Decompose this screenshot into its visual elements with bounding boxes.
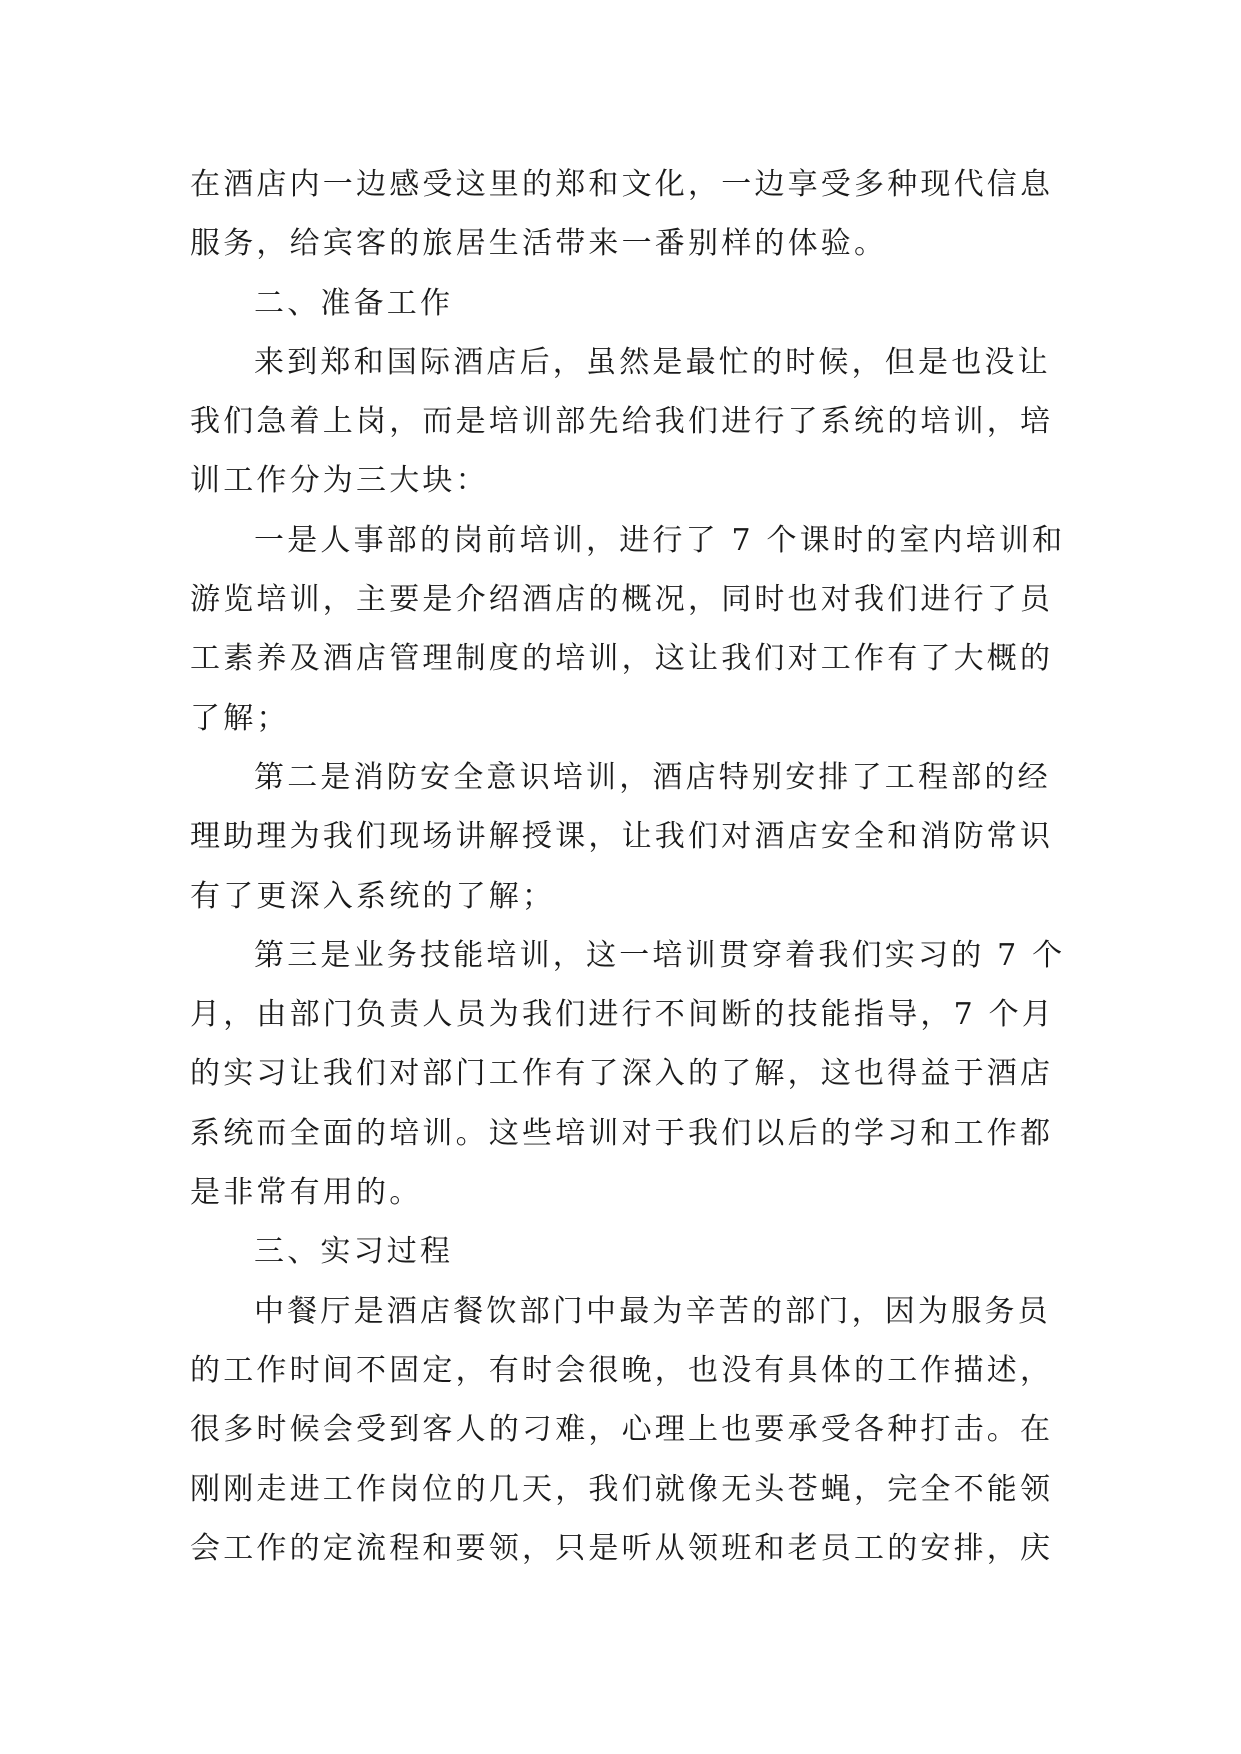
text-line: 服务，给宾客的旅居生活带来一番别样的体验。 bbox=[190, 226, 888, 262]
text-line: 是非常有用的。 bbox=[190, 1175, 423, 1211]
text-line: 系统而全面的培训。这些培训对于我们以后的学习和工作都 bbox=[190, 1115, 1054, 1151]
text-line: 的实习让我们对部门工作有了深入的了解，这也得益于酒店 bbox=[190, 1056, 1054, 1092]
text-line: 第三是业务技能培训，这一培训贯穿着我们实习的 7 个 bbox=[254, 937, 1066, 973]
text-line: 来到郑和国际酒店后，虽然是最忙的时候，但是也没让 bbox=[254, 344, 1051, 380]
text-line: 有了更深入系统的了解； bbox=[190, 878, 556, 914]
text-line: 的工作时间不固定，有时会很晚，也没有具体的工作描述， bbox=[190, 1352, 1054, 1388]
text-line: 我们急着上岗，而是培训部先给我们进行了系统的培训，培 bbox=[190, 404, 1054, 440]
text-line: 第二是消防安全意识培训，酒店特别安排了工程部的经 bbox=[254, 759, 1051, 795]
section-heading: 二、准备工作 bbox=[254, 285, 454, 321]
text-line: 在酒店内一边感受这里的郑和文化，一边享受多种现代信息 bbox=[190, 167, 1054, 202]
text-line: 训工作分为三大块： bbox=[190, 463, 489, 499]
text-line: 一是人事部的岗前培训，进行了 7 个课时的室内培训和 bbox=[254, 522, 1066, 558]
document-body bbox=[190, 155, 1066, 1578]
text-line: 很多时候会受到客人的刁难，心理上也要承受各种打击。在 bbox=[190, 1412, 1054, 1448]
text-line: 中餐厅是酒店餐饮部门中最为辛苦的部门，因为服务员 bbox=[254, 1293, 1051, 1329]
text-line: 月，由部门负责人员为我们进行不间断的技能指导，7 个月 bbox=[190, 997, 1056, 1033]
text-line: 会工作的定流程和要领，只是听从领班和老员工的安排，庆 bbox=[190, 1530, 1054, 1566]
text-line: 游览培训，主要是介绍酒店的概况，同时也对我们进行了员 bbox=[190, 582, 1054, 618]
text-line: 工素养及酒店管理制度的培训，这让我们对工作有了大概的 bbox=[190, 641, 1054, 677]
text-line: 理助理为我们现场讲解授课，让我们对酒店安全和消防常识 bbox=[190, 819, 1054, 855]
text-line: 了解； bbox=[190, 700, 290, 736]
section-heading: 三、实习过程 bbox=[254, 1234, 454, 1270]
text-line: 刚刚走进工作岗位的几天，我们就像无头苍蝇，完全不能领 bbox=[190, 1471, 1054, 1507]
